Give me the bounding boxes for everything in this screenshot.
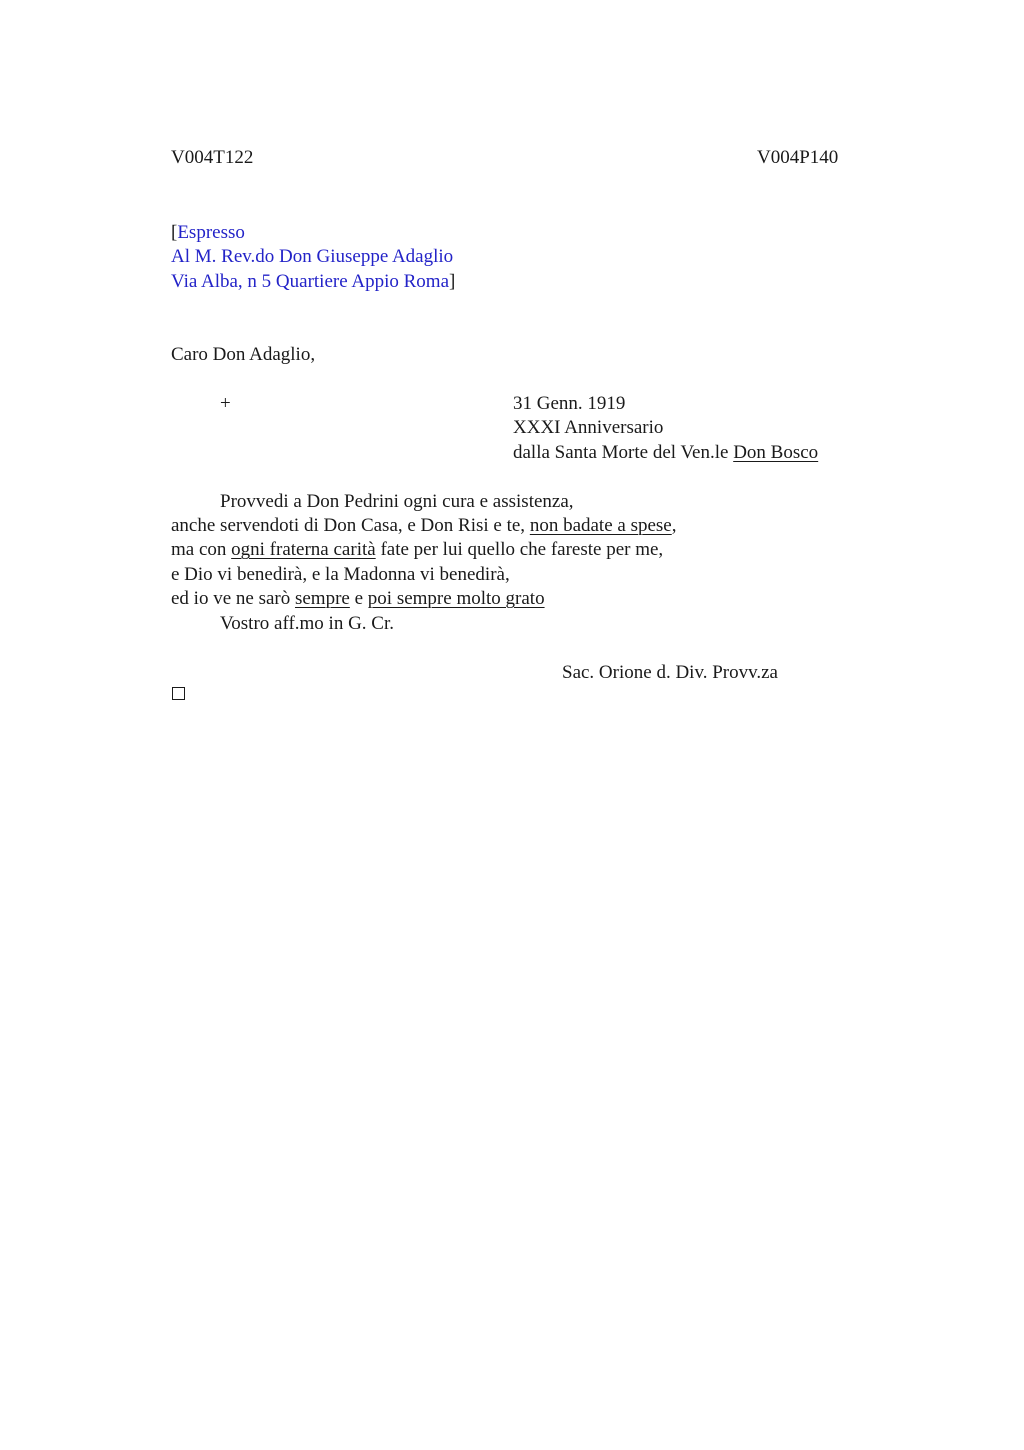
document-code-right: V004P140 xyxy=(757,147,839,168)
address-street: Via Alba, n 5 Quartiere Appio Roma xyxy=(171,271,449,292)
underlined-non-badate: non badate a spese xyxy=(529,515,672,536)
dateline-don-bosco: Don Bosco xyxy=(733,442,819,463)
underlined-poi-sempre: poi sempre molto grato xyxy=(367,588,545,609)
address-line-2: Al M. Rev.do Don Giuseppe Adaglio xyxy=(171,246,454,267)
body-line-2-suffix: , xyxy=(671,515,677,536)
dateline-anniversary: XXXI Anniversario xyxy=(513,417,664,438)
body-line-5 xyxy=(171,587,545,612)
document-code-left: V004T122 xyxy=(171,147,254,168)
underlined-sempre: sempre xyxy=(294,588,350,609)
cross-symbol: + xyxy=(220,393,231,414)
dateline-dedication-text: dalla Santa Morte del Ven.le xyxy=(513,442,734,463)
body-line-1: Provvedi a Don Pedrini ogni cura e assistenza, xyxy=(220,491,574,512)
body-line-2 xyxy=(171,514,676,539)
body-line-5-text: ed io ve ne sarò xyxy=(171,588,295,609)
body-line-5-middle: e xyxy=(349,588,368,609)
signature: Sac. Orione d. Div. Provv.za xyxy=(562,662,778,683)
body-line-3-text: ma con xyxy=(171,539,232,560)
dateline-dedication xyxy=(513,441,818,466)
checkbox-square-icon xyxy=(172,687,185,700)
body-line-3-suffix: fate per lui quello che fareste per me, xyxy=(375,539,664,560)
underlined-fraterna-carita: ogni fraterna carità xyxy=(231,539,376,560)
address-line-1 xyxy=(171,221,245,246)
body-line-2-text: anche servendoti di Don Casa, e Don Risi e te, xyxy=(171,515,530,536)
address-espresso: Espresso xyxy=(177,222,245,243)
body-line-3 xyxy=(171,538,663,563)
close-bracket: ] xyxy=(449,271,456,292)
dateline-date: 31 Genn. 1919 xyxy=(513,393,626,414)
closing-line: Vostro aff.mo in G. Cr. xyxy=(220,613,394,634)
open-bracket: [ xyxy=(171,222,178,243)
salutation: Caro Don Adaglio, xyxy=(171,344,316,365)
body-line-4: e Dio vi benedirà, e la Madonna vi benedirà, xyxy=(171,564,510,585)
address-line-3 xyxy=(171,270,455,295)
